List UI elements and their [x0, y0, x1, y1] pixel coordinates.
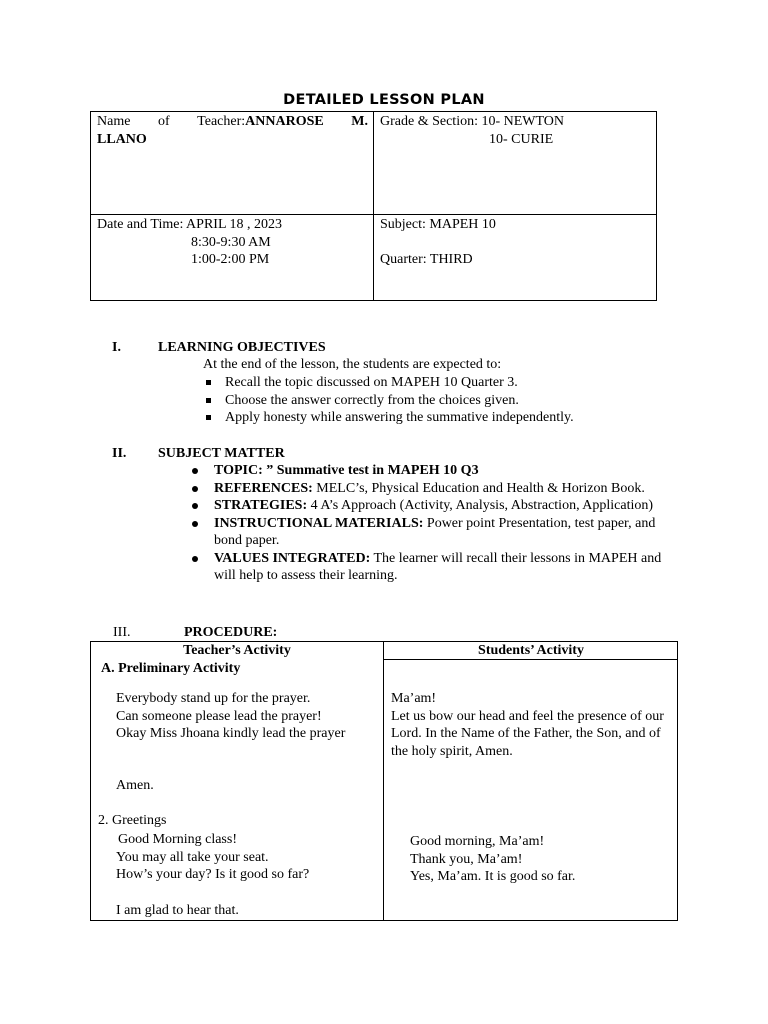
student-line: Good morning, Ma’am! [410, 834, 545, 849]
subject-label: Subject: MAPEH 10 [380, 217, 496, 232]
teacher-prayer-block [116, 690, 381, 743]
time-value: 8:30-9:30 AM [191, 234, 271, 250]
grade-section-label: Grade & Section: 10- NEWTON [380, 114, 565, 129]
teacher-line: I am glad to hear that. [116, 903, 239, 918]
teacher-greet-block [116, 831, 381, 884]
procedure-table-divider [383, 641, 384, 921]
list-item [188, 515, 683, 550]
section-number: I. [112, 340, 121, 355]
name-label: Name [97, 114, 131, 129]
student-line: Ma’am! [391, 691, 437, 706]
list-item: Recall the topic discussed on MAPEH 10 Quarter 3. [203, 374, 723, 392]
student-greet-block [410, 833, 675, 886]
teacher-line: You may all take your seat. [116, 849, 269, 865]
teacher-line: Can someone please lead the prayer! [116, 708, 322, 724]
header-table-divider [373, 111, 374, 301]
list-item: Choose the answer correctly from the choices given. [203, 392, 723, 410]
teacher-activity-header: Teacher’s Activity [183, 643, 291, 658]
references-label: REFERENCES: [214, 480, 313, 496]
teacher-line: Okay Miss Jhoana kindly lead the prayer [116, 726, 346, 741]
list-item [188, 480, 683, 498]
teacher-line: Amen. [116, 778, 154, 793]
date-label: Date and Time: APRIL 18 , 2023 [97, 217, 282, 232]
teacher-line: Good Morning class! [118, 832, 237, 847]
section-heading: PROCEDURE: [184, 625, 278, 640]
subject-cell [380, 216, 650, 269]
teacher-name-cell [97, 113, 368, 148]
section-heading: LEARNING OBJECTIVES [158, 340, 326, 355]
date-time-cell [97, 216, 367, 269]
quarter-label: Quarter: THIRD [380, 252, 473, 267]
list-item [188, 497, 683, 515]
page-title: DETAILED LESSON PLAN [283, 92, 485, 108]
strategies-text: 4 A’s Approach (Activity, Analysis, Abstraction, Application) [307, 498, 654, 513]
materials-label: INSTRUCTIONAL MATERIALS: [214, 515, 424, 531]
greetings-heading: 2. Greetings [98, 813, 167, 828]
strategies-label: STRATEGIES: [214, 498, 308, 513]
list-item: Apply honesty while answering the summative independently. [203, 409, 723, 427]
student-line: Yes, Ma’am. It is good so far. [410, 869, 576, 884]
list-item [188, 462, 683, 480]
student-line: Let us bow our head and feel the presence of our Lord. In the Name of the Father, the Son, and of the holy spirit, Amen. [391, 708, 664, 759]
preliminary-activity-heading: A. Preliminary Activity [101, 661, 241, 676]
teacher-name: M. [351, 114, 368, 129]
section-number: III. [113, 625, 131, 640]
section-heading: SUBJECT MATTER [158, 446, 285, 461]
list-item [188, 550, 683, 585]
name-label: Teacher: [197, 114, 246, 129]
materials-text: Power point Presentation, test paper, and bond paper. [214, 515, 656, 548]
objectives-list [203, 374, 723, 427]
name-label: of [157, 114, 170, 129]
section-number: II. [112, 446, 127, 461]
teacher-line: Everybody stand up for the prayer. [116, 691, 311, 706]
grade-section-value: 10- CURIE [489, 131, 554, 147]
teacher-line: How’s your day? Is it good so far? [116, 867, 310, 882]
time-value: 1:00-2:00 PM [191, 252, 270, 267]
teacher-name: LLANO [97, 131, 147, 147]
objectives-intro: At the end of the lesson, the students are expected to: [203, 357, 502, 372]
values-text: The learner will recall their lessons in MAPEH and will help to assess their learning. [214, 550, 662, 583]
references-text: MELC’s, Physical Education and Health & Horizon Book. [312, 480, 645, 496]
grade-section-cell [380, 113, 650, 148]
subject-matter-list [188, 462, 683, 585]
teacher-name: ANNAROSE [245, 114, 324, 129]
values-label: VALUES INTEGRATED: [214, 550, 371, 566]
topic-text: TOPIC: ” Summative test in MAPEH 10 Q3 [214, 463, 479, 478]
students-activity-header: Students’ Activity [478, 643, 584, 658]
student-prayer-block [391, 690, 674, 760]
student-line: Thank you, Ma’am! [410, 851, 523, 867]
